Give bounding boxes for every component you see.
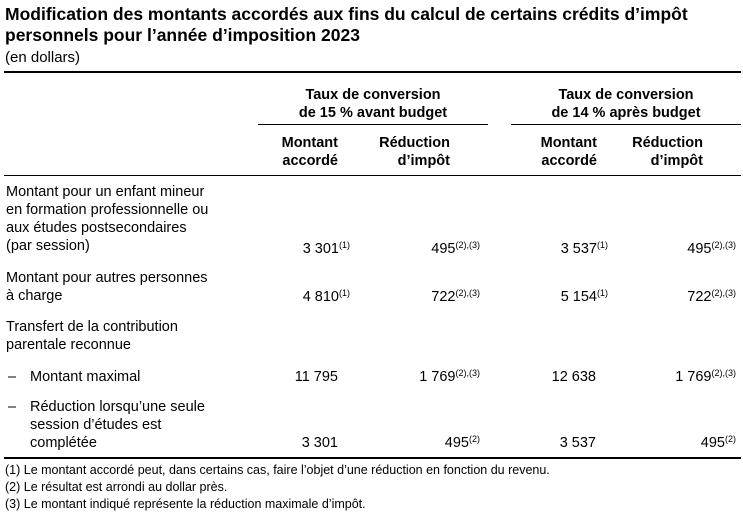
footnote-ref: (2),(3) bbox=[455, 288, 480, 298]
cell-amount: 495 bbox=[444, 435, 469, 451]
row-label-line: Montant pour autres personnes bbox=[6, 270, 208, 286]
footnote-ref: (2),(3) bbox=[455, 368, 480, 378]
row-label-transfert bbox=[6, 318, 178, 354]
header-bottom-rule bbox=[4, 175, 741, 176]
cell-amount: 3 301 bbox=[301, 435, 338, 451]
group-header-line1: Taux de conversion bbox=[305, 87, 441, 103]
footnote-ref: (1) bbox=[339, 240, 350, 250]
footnote-ref: (1) bbox=[339, 288, 350, 298]
row-label-line: à charge bbox=[6, 288, 63, 304]
cell-amount: 3 537 bbox=[559, 435, 596, 451]
footnote-ref: (2),(3) bbox=[711, 288, 736, 298]
footnote-ref: (1) bbox=[597, 240, 608, 250]
cell-value bbox=[586, 368, 736, 386]
cell-amount: 11 795 bbox=[294, 369, 338, 385]
cell-amount: 12 638 bbox=[551, 369, 596, 385]
cell-amount: 495 bbox=[687, 241, 712, 257]
col-header-line1: Montant bbox=[540, 135, 597, 151]
cell-amount: 3 537 bbox=[560, 241, 597, 257]
row-label-line: Montant maximal bbox=[30, 369, 141, 385]
group-header-line1: Taux de conversion bbox=[558, 87, 694, 103]
row-label-montant-maximal bbox=[30, 368, 140, 386]
row-label-reduction-session bbox=[30, 398, 205, 452]
footnote-2: (2) Le résultat est arrondi au dollar près. bbox=[5, 480, 228, 494]
col-header-reduction-before bbox=[350, 134, 450, 170]
cell-value bbox=[586, 240, 736, 258]
footnote-ref: (2),(3) bbox=[711, 368, 736, 378]
col-header-reduction-after bbox=[603, 134, 703, 170]
cell-value bbox=[188, 434, 338, 452]
footnote-ref: (2) bbox=[469, 434, 480, 444]
cell-value bbox=[188, 368, 338, 386]
group-header-after-budget bbox=[511, 86, 741, 122]
row-dash: – bbox=[8, 399, 17, 415]
col-header-line2: accordé bbox=[541, 153, 597, 169]
footnote-3: (3) Le montant indiqué représente la réduction maximale d’impôt. bbox=[5, 497, 366, 511]
row-label-line: parentale reconnue bbox=[6, 337, 131, 353]
row-label-line: en formation professionnelle ou bbox=[6, 202, 209, 218]
cell-amount: 722 bbox=[687, 289, 712, 305]
cell-amount: 495 bbox=[700, 435, 725, 451]
row-label-line: (par session) bbox=[6, 238, 90, 254]
footnote-1: (1) Le montant accordé peut, dans certains cas, faire l’objet d’une réduction en fonction du revenu. bbox=[5, 463, 550, 477]
col-header-line2: d’impôt bbox=[650, 153, 703, 169]
cell-value bbox=[446, 368, 596, 386]
table-title: Modification des montants accordés aux fins du calcul de certains crédits d’impôt personnels pour l’année d’imposition 2023 bbox=[5, 4, 688, 45]
col-header-line1: Montant bbox=[281, 135, 338, 151]
group-header-line2: de 14 % après budget bbox=[551, 105, 701, 121]
cell-amount: 495 bbox=[431, 241, 456, 257]
group-underline-after-budget bbox=[511, 124, 741, 125]
cell-value bbox=[586, 434, 736, 452]
cell-value bbox=[200, 288, 350, 306]
row-label-line: Réduction lorsqu’une seule bbox=[30, 399, 205, 415]
group-header-before-budget bbox=[258, 86, 488, 122]
row-label-autres-personnes bbox=[6, 269, 208, 305]
footnote-ref: (2),(3) bbox=[455, 240, 480, 250]
cell-amount: 1 769 bbox=[419, 369, 456, 385]
cell-value bbox=[200, 240, 350, 258]
row-label-enfant-mineur bbox=[6, 183, 208, 255]
cell-amount: 1 769 bbox=[675, 369, 712, 385]
cell-amount: 3 301 bbox=[302, 241, 339, 257]
group-underline-before-budget bbox=[258, 124, 488, 125]
row-label-line: session d’études est bbox=[30, 417, 162, 433]
footnote-ref: (1) bbox=[597, 288, 608, 298]
footnote-ref: (2) bbox=[725, 434, 736, 444]
row-label-line: complétée bbox=[30, 435, 97, 451]
cell-amount: 5 154 bbox=[560, 289, 597, 305]
top-rule bbox=[4, 71, 741, 73]
cell-value bbox=[586, 288, 736, 306]
footnote-ref: (2),(3) bbox=[711, 240, 736, 250]
col-header-line1: Réduction bbox=[379, 135, 450, 151]
cell-value bbox=[446, 434, 596, 452]
row-label-line: aux études postsecondaires bbox=[6, 220, 187, 236]
bottom-rule bbox=[4, 457, 741, 459]
row-label-line: Montant pour un enfant mineur bbox=[6, 184, 205, 200]
row-dash: – bbox=[8, 369, 17, 385]
col-header-line1: Réduction bbox=[632, 135, 703, 151]
col-header-montant-before bbox=[238, 134, 338, 170]
cell-amount: 722 bbox=[431, 289, 456, 305]
group-header-line2: de 15 % avant budget bbox=[298, 105, 448, 121]
cell-amount: 4 810 bbox=[302, 289, 339, 305]
col-header-montant-after bbox=[497, 134, 597, 170]
table-subtitle: (en dollars) bbox=[5, 49, 81, 66]
row-label-line: Transfert de la contribution bbox=[6, 319, 178, 335]
col-header-line2: d’impôt bbox=[397, 153, 450, 169]
col-header-line2: accordé bbox=[282, 153, 338, 169]
